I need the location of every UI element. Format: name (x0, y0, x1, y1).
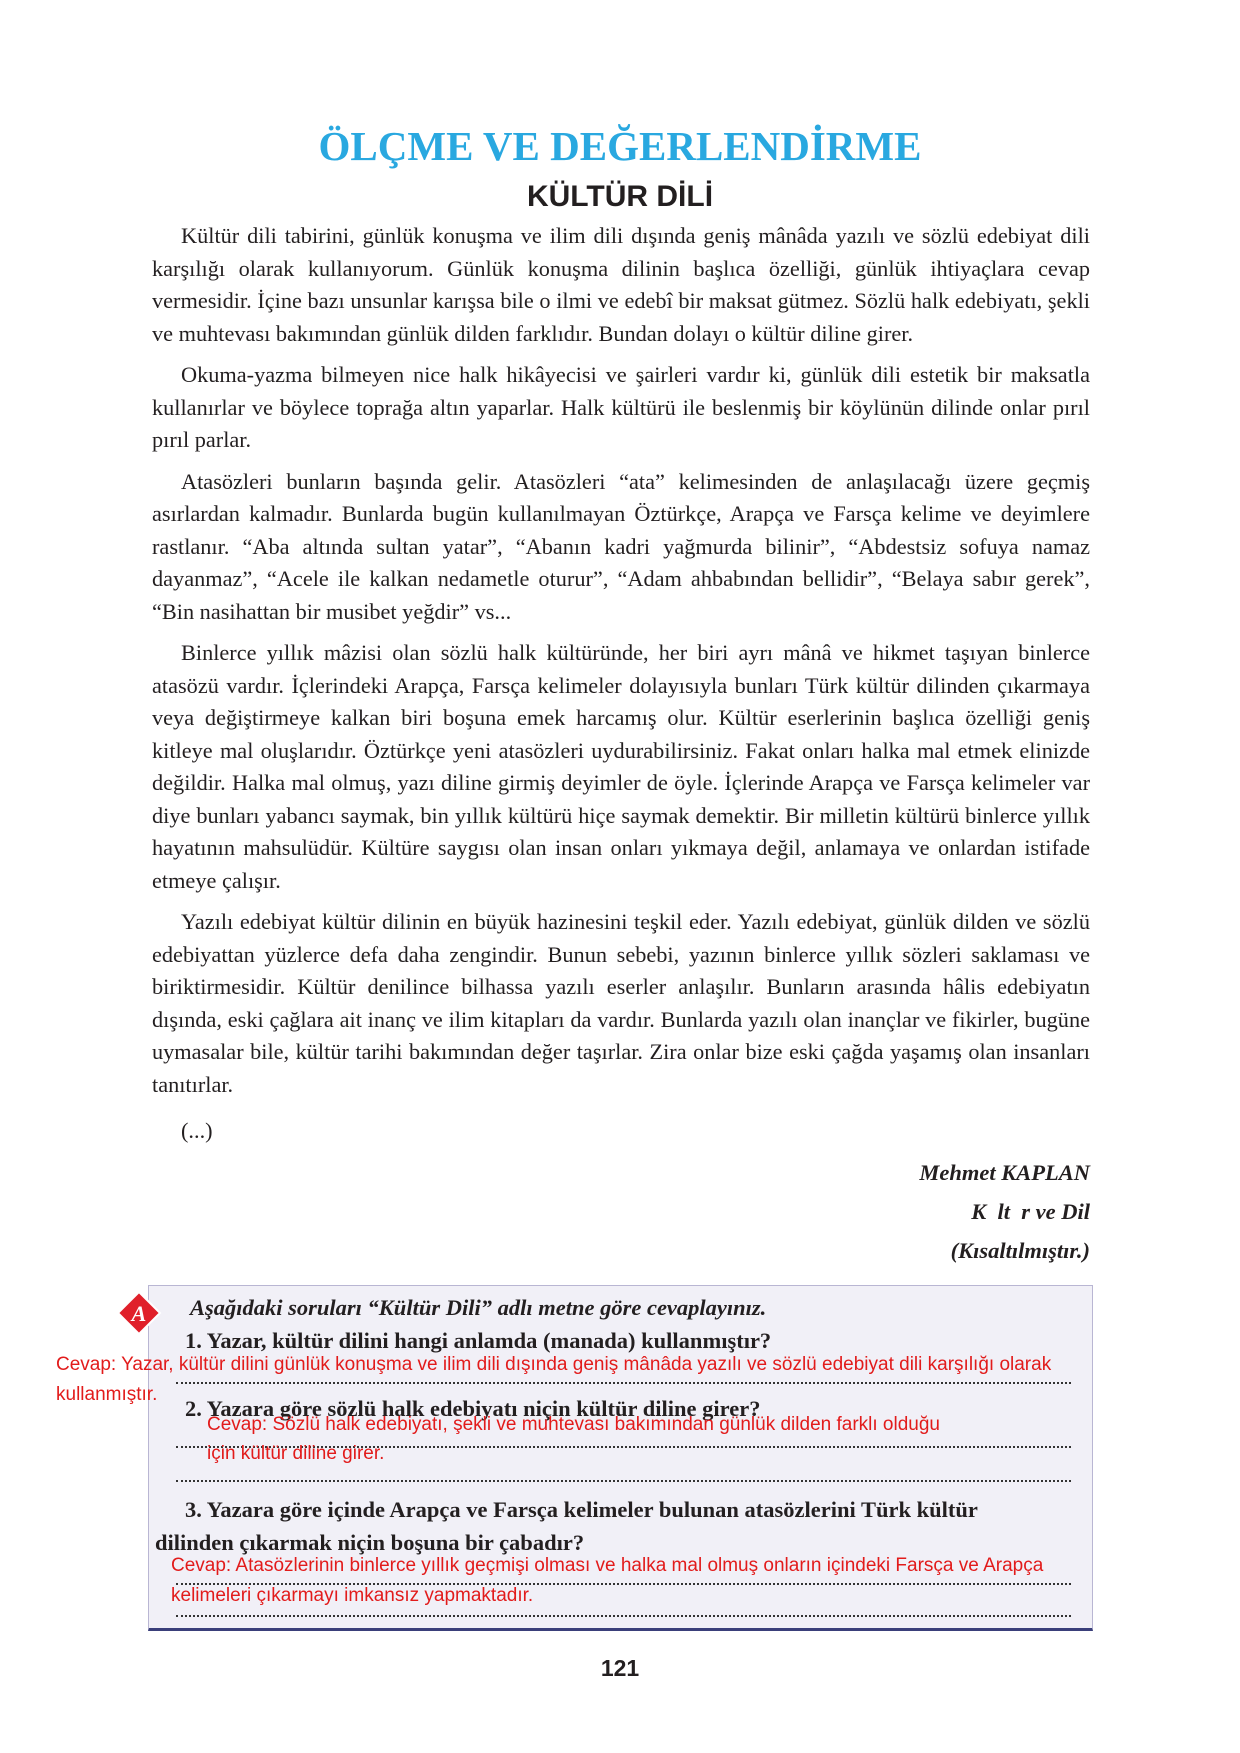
paragraph: Binlerce yıllık mâzisi olan sözlü halk kültüründe, her biri ayrı mânâ ve hikmet taşıyan binlerce atasözü vardır. İçlerindeki Arapça, Farsça kelimeler dolayısıyla bunları Türk kültür dilinden çıkarmaya veya değiştirmeye kalkan biri boşuna emek harcamış olur. Kültür eserlerinin başlıca özelliği geniş kitleye mal oluşlarıdır. Öztürkçe yeni atasözleri uydurabilirsiniz. Fakat onları halka mal etmek elinizde değildir. Halka mal olmuş, yazı diline girmiş deyimler de öyle. İçlerinde Arapça ve Farsça kelimeler var diye bunları yabancı saymak, bin yıllık kültürü hiçe saymak demektir. Bir milletin kültürü binlerce yıllık hayatının mahsulüdür. Kültüre saygısı olan insan onları yıkmaya değil, anlamaya ve onlardan istifade etmeye çalışır. (152, 640, 1090, 893)
answer-3-line-2: kelimeleri çıkarmayı imkansız yapmaktadır. (171, 1585, 534, 1606)
page-number: 121 (600, 1655, 640, 1681)
answer-1-line-1: Cevap: Yazar, kültür dilini günlük konuşma ve ilim dili dışında geniş mânâda yazılı ve sözlü edebiyat dili karşılığı olarak (56, 1354, 1052, 1375)
page-title: ÖLÇME VE DEĞERLENDİRME (318, 123, 922, 169)
svg-text:A: A (131, 1301, 147, 1326)
paragraph: Okuma-yazma bilmeyen nice halk hikâyecisi ve şairleri vardır ki, günlük dili estetik bir maksatla kullanırlar ve böylece toprağa altın yaparlar. Halk kültürü ile beslenmiş bir köylünün dilinde onlar pırıl pırıl parlar. (152, 362, 1090, 452)
text-title: KÜLTÜR DİLİ (526, 180, 714, 213)
answer-1-line-2: kullanmıştır. (56, 1384, 158, 1405)
answer-2-line-2: için kültür diline girer. (207, 1443, 385, 1464)
paragraph: Atasözleri bunların başında gelir. Atasözleri “ata” kelimesinden de anlaşılacağı üzere geçmiş asırlardan kalmadır. Bunlarda bugün kullanılmayan Öztürkçe, Arapça ve Farsça kelime ve deyimlere rastlanır. “Aba altında sultan yatar”, “Abanın kadri yağmurda bilinir”, “Abdestsiz sofuya namaz dayanmaz”, “Acele ile kalkan nedametle oturur”, “Adam ahbabından bellidir”, “Belaya sabır gerek”, “Bin nasihattan bir musibet yeğdir” vs... (152, 468, 1090, 624)
question-3: 3. Yazara göre içinde Arapça ve Farsça kelimeler bulunan atasözlerini Türk kültür (185, 1497, 978, 1522)
answer-line (176, 1615, 1071, 1617)
question-3-cont: dilinden çıkarmak niçin boşuna bir çabadır? (155, 1530, 585, 1555)
answer-3-line-1: Cevap: Atasözlerinin binlerce yıllık geçmişi olması ve halka mal olmuş onların içindeki Farsça ve Arapça (171, 1555, 1044, 1576)
paragraph: (...) (181, 1118, 213, 1143)
question-1: 1. Yazar, kültür dilini hangi anlamda (manada) kullanmıştır? (185, 1328, 772, 1353)
author-name: Mehmet KAPLAN (919, 1160, 1090, 1185)
answer-line (176, 1382, 1071, 1384)
section-a-badge-icon (116, 1290, 162, 1336)
paragraph: Kültür dili tabirini, günlük konuşma ve ilim dili dışında geniş mânâda yazılı ve sözlü edebiyat dili karşılığı olarak kullanıyorum. Günlük konuşma dilinin başlıca özelliği, günlük ihtiyaçlara cevap vermesidir. İçine bazı unsunlar karışsa bile o ilmi ve edebî bir maksat gütmez. Sözlü halk edebiyatı, şekli ve muhtevası bakımından günlük dilden farklıdır. Bundan dolayı o kültür diline girer. (152, 223, 1090, 346)
answer-line (176, 1480, 1071, 1482)
source-note: (Kısaltılmıştır.) (950, 1238, 1090, 1263)
question-2: 2. Yazara göre sözlü halk edebiyatı niçin kültür diline girer? (185, 1396, 761, 1421)
answer-2-line-1: Cevap: Sözlü halk edebiyatı, şekli ve muhtevası bakımından günlük dilden farklı olduğu (207, 1414, 940, 1435)
reading-text (152, 220, 1090, 1157)
exercise-instruction: Aşağıdaki soruları “Kültür Dili” adlı metne göre cevaplayınız. (190, 1295, 767, 1320)
paragraph: Yazılı edebiyat kültür dilinin en büyük hazinesini teşkil eder. Yazılı edebiyat, günlük dilden ve sözlü edebiyattan yüzlerce defa daha zengindir. Bunun sebebi, yazının binlerce yıllık sözleri saklaması ve biriktirmesidir. Kültür denilince bilhassa yazılı eserler anlaşılır. Bunların arasında hâlis edebiyatın dışında, eski çağlara ait inanç ve ilim kitapları da vardır. Bunlarda yazılı olan inançlar ve fikirler, bugüne uymasalar bile, kültür tarihi bakımından değer taşırlar. Zira onlar bize eski çağda yaşamış olan insanları tanıtırlar. (152, 909, 1090, 1097)
source-book: K lt r ve Dil (971, 1199, 1090, 1224)
